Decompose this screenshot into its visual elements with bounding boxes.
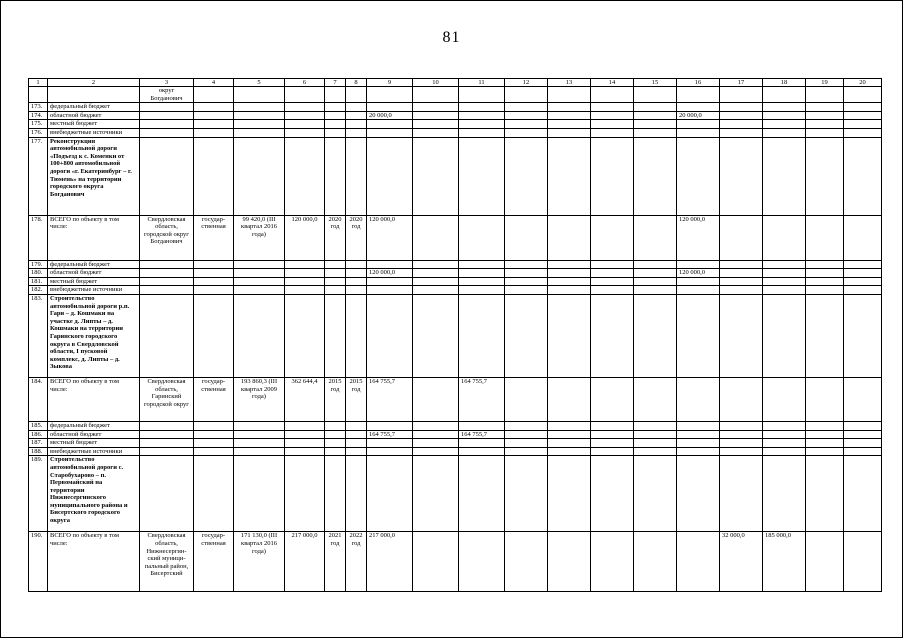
budget-table — [28, 78, 882, 592]
cell-row-number: 190. — [29, 532, 48, 592]
cell-row-number: 181. — [29, 277, 48, 286]
cell-location: Свердловская область, городской округ Богданович — [140, 215, 194, 260]
table-row — [29, 286, 882, 295]
col-header: 7 — [325, 79, 346, 87]
cell-cost: 362 644,4 — [285, 377, 325, 421]
cell-start-year: 2015 год — [325, 377, 346, 421]
col-header: 3 — [140, 79, 194, 87]
cell-amount: 185 000,0 — [763, 532, 806, 592]
cell-name: федеральный бюджет — [48, 103, 140, 112]
cell-name: областной бюджет — [48, 111, 140, 120]
cell-name: внебюджетные источники — [48, 447, 140, 456]
cell-amount: 120 000,0 — [367, 215, 413, 260]
cell-name: местный бюджет — [48, 120, 140, 129]
cell-name: местный бюджет — [48, 277, 140, 286]
col-header: 14 — [591, 79, 634, 87]
cell-row-number: 177. — [29, 137, 48, 215]
table-row — [29, 532, 882, 592]
cell-name: ВСЕГО по объекту в том числе: — [48, 532, 140, 592]
col-header: 6 — [285, 79, 325, 87]
cell-amount: 120 000,0 — [367, 269, 413, 278]
cell-cost: 217 000,0 — [285, 532, 325, 592]
table-row — [29, 456, 882, 532]
cell-row-number: 180. — [29, 269, 48, 278]
cell-row-number: 183. — [29, 294, 48, 377]
table-row — [29, 87, 882, 103]
col-header: 13 — [548, 79, 591, 87]
cell-object-title: Реконструкция автомобильной дороги «Подъезд к с. Коменки от 100+800 автомобильной дороги «г. Екатеринбург – г. Тюмень» на территории городского округа Богданович — [48, 137, 140, 215]
col-header: 10 — [413, 79, 459, 87]
table-row — [29, 421, 882, 430]
col-header: 9 — [367, 79, 413, 87]
table-row — [29, 277, 882, 286]
cell-estimate: 99 420,0 (III квартал 2016 года) — [234, 215, 285, 260]
col-header: 5 — [234, 79, 285, 87]
table-row — [29, 120, 882, 129]
cell-amount: 164 755,7 — [367, 430, 413, 439]
col-header: 4 — [194, 79, 234, 87]
cell-object-title: Строительство автомобильной дороги с. Старобухарово – п. Первомайский на территории Нижнесергинского муниципального района и Бисертского городского округа — [48, 456, 140, 532]
cell-location: округ Богданович — [140, 87, 194, 103]
col-header: 1 — [29, 79, 48, 87]
cell-ownership: государ-ственная — [194, 532, 234, 592]
table-row — [29, 215, 882, 260]
cell-end-year: 2020 год — [346, 215, 367, 260]
col-header: 2 — [48, 79, 140, 87]
cell-name: областной бюджет — [48, 430, 140, 439]
cell-amount: 20 000,0 — [677, 111, 720, 120]
cell-start-year: 2021 год — [325, 532, 346, 592]
header-row — [29, 79, 882, 87]
cell-name: местный бюджет — [48, 439, 140, 448]
cell-row-number: 187. — [29, 439, 48, 448]
cell-amount: 120 000,0 — [677, 269, 720, 278]
col-header: 8 — [346, 79, 367, 87]
table-row — [29, 103, 882, 112]
cell-estimate: 193 860,3 (III квартал 2009 года) — [234, 377, 285, 421]
cell-amount: 217 000,0 — [367, 532, 413, 592]
cell-row-number: 185. — [29, 421, 48, 430]
col-header: 12 — [505, 79, 548, 87]
col-header: 15 — [634, 79, 677, 87]
col-header: 18 — [763, 79, 806, 87]
cell-row-number: 179. — [29, 260, 48, 269]
col-header: 11 — [459, 79, 505, 87]
cell-name: федеральный бюджет — [48, 260, 140, 269]
cell-row-number: 184. — [29, 377, 48, 421]
cell-name: ВСЕГО по объекту в том числе: — [48, 377, 140, 421]
cell-row-number: 174. — [29, 111, 48, 120]
cell-amount: 120 000,0 — [677, 215, 720, 260]
col-header: 19 — [806, 79, 844, 87]
col-header: 20 — [844, 79, 882, 87]
cell-ownership: государ-ственная — [194, 377, 234, 421]
cell-end-year: 2015 год — [346, 377, 367, 421]
cell-row-number: 178. — [29, 215, 48, 260]
cell-location: Свердловская область, Гаринский городской округ — [140, 377, 194, 421]
col-header: 16 — [677, 79, 720, 87]
cell-ownership: государ-ственная — [194, 215, 234, 260]
table-row — [29, 439, 882, 448]
cell-row-number: 182. — [29, 286, 48, 295]
table-row — [29, 269, 882, 278]
table-row — [29, 260, 882, 269]
col-header: 17 — [720, 79, 763, 87]
cell-name: федеральный бюджет — [48, 421, 140, 430]
cell-cost: 120 000,0 — [285, 215, 325, 260]
cell-row-number: 186. — [29, 430, 48, 439]
cell-name: внебюджетные источники — [48, 286, 140, 295]
table-row — [29, 447, 882, 456]
cell-row-number: 189. — [29, 456, 48, 532]
cell-amount: 164 755,7 — [459, 430, 505, 439]
cell-name: внебюджетные источники — [48, 128, 140, 137]
cell-row-number: 173. — [29, 103, 48, 112]
cell-estimate: 171 130,0 (III квартал 2016 года) — [234, 532, 285, 592]
cell-amount: 20 000,0 — [367, 111, 413, 120]
table-row — [29, 128, 882, 137]
cell-end-year: 2022 год — [346, 532, 367, 592]
table-row — [29, 111, 882, 120]
cell-name: областной бюджет — [48, 269, 140, 278]
table-row — [29, 377, 882, 421]
cell-start-year: 2020 год — [325, 215, 346, 260]
cell-row-number: 176. — [29, 128, 48, 137]
cell-amount: 164 755,7 — [459, 377, 505, 421]
cell-amount: 164 755,7 — [367, 377, 413, 421]
table-row — [29, 294, 882, 377]
cell-row-number: 175. — [29, 120, 48, 129]
cell-object-title: Строительство автомобильной дороги р.п. Гари – д. Кошмаки на участке д. Липты – д. Кошмаки на территории Гаринского городского округа в Свердловской области, I пусковой комплекс, д. Липты – д. Зыкова — [48, 294, 140, 377]
table-row — [29, 137, 882, 215]
cell-location: Свердловская область, Нижнесергин-ский муници-пальный район, Бисертский — [140, 532, 194, 592]
cell-row-number: 188. — [29, 447, 48, 456]
cell-amount: 32 000,0 — [720, 532, 763, 592]
table-row — [29, 430, 882, 439]
cell-name: ВСЕГО по объекту в том числе: — [48, 215, 140, 260]
page-number: 81 — [442, 29, 461, 46]
